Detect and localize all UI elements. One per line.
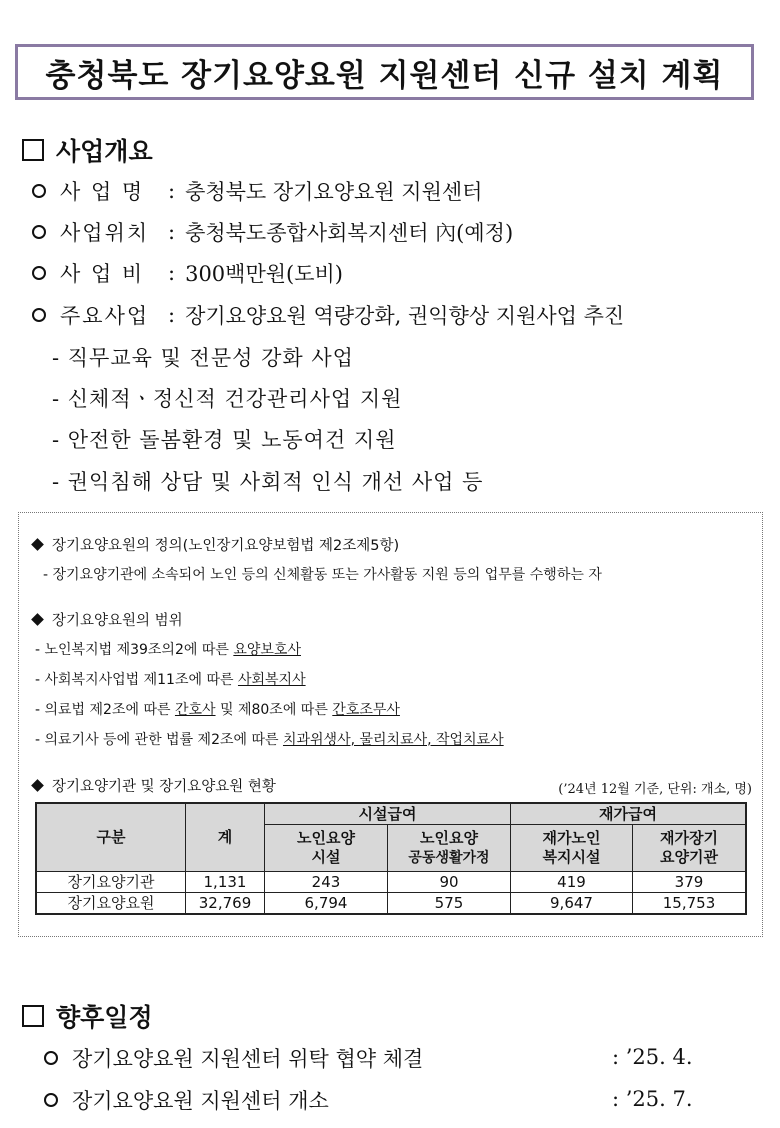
table-row: 장기요양기관 1,131 243 90 419 379 [36,872,746,893]
scope-item: - 사회복지사업법 제11조에 따른 사회복지사 [35,672,306,688]
sub-item: - 직무교육 및 전문성 강화 사업 [52,346,354,370]
status-heading: 장기요양기관 및 장기요양요원 현황 [29,775,276,796]
header-sub: 재가장기 요양기관 [633,825,747,872]
sub-item: - 신체적ㆍ정신적 건강관리사업 지원 [52,387,403,411]
header-home: 재가급여 [511,803,747,825]
schedule-item: 장기요양요원 지원센터 개소 [44,1085,329,1115]
diamond-bullet-icon [31,613,44,626]
diamond-bullet-icon [31,779,44,792]
circle-bullet-icon [32,266,46,280]
document-title-box [15,44,754,100]
scope-item: - 의료법 제2조에 따른 간호사 및 제80조에 따른 간호조무사 [35,702,400,718]
scope-item: - 의료기사 등에 관한 법률 제2조에 따른 치과위생사, 물리치료사, 작업치료사 [35,732,504,748]
header-sub: 노인요양 공동생활가정 [388,825,511,872]
schedule-date: : ’25. 7. [612,1087,693,1111]
circle-bullet-icon [32,308,46,322]
schedule-heading: 향후일정 [22,998,153,1034]
header-total: 계 [186,803,265,872]
status-table [35,802,747,915]
checkbox-icon [22,139,44,161]
overview-heading: 사업개요 [22,132,153,168]
schedule-date: : ’25. 4. [612,1045,693,1069]
status-note: (’24년 12월 기준, 단위: 개소, 명) [558,782,752,797]
header-sub: 재가노인 복지시설 [511,825,633,872]
diamond-bullet-icon [31,538,44,551]
scope-item: - 노인복지법 제39조의2에 따른 요양보호사 [35,642,301,658]
overview-item: 주요사업 : 장기요양요원 역량강화, 권익향상 지원사업 추진 [32,300,624,330]
document-title: 충청북도 장기요양요원 지원센터 신규 설치 계획 [45,57,724,94]
circle-bullet-icon [44,1051,58,1065]
definition-heading: 장기요양요원의 정의(노인장기요양보험법 제2조제5항) [29,534,399,555]
info-box [18,512,763,937]
definition-text: - 장기요양기관에 소속되어 노인 등의 신체활동 또는 가사활동 지원 등의 업무를 수행하는 자 [43,567,602,583]
checkbox-icon [22,1005,44,1027]
overview-item: 사 업 명 : 충청북도 장기요양요원 지원센터 [32,176,482,206]
scope-heading: 장기요양요원의 범위 [29,609,183,630]
table-row: 장기요양요원 32,769 6,794 575 9,647 15,753 [36,893,746,915]
header-facility: 시설급여 [265,803,511,825]
overview-item: 사 업 비 : 300백만원(도비) [32,258,343,288]
schedule-item: 장기요양요원 지원센터 위탁 협약 체결 [44,1043,423,1073]
sub-item: - 권익침해 상담 및 사회적 인식 개선 사업 등 [52,470,484,494]
header-category: 구분 [36,803,186,872]
circle-bullet-icon [32,225,46,239]
circle-bullet-icon [44,1093,58,1107]
header-sub: 노인요양 시설 [265,825,388,872]
sub-item: - 안전한 돌봄환경 및 노동여건 지원 [52,428,397,452]
overview-item: 사업위치 : 충청북도종합사회복지센터 內(예정) [32,217,513,247]
circle-bullet-icon [32,184,46,198]
